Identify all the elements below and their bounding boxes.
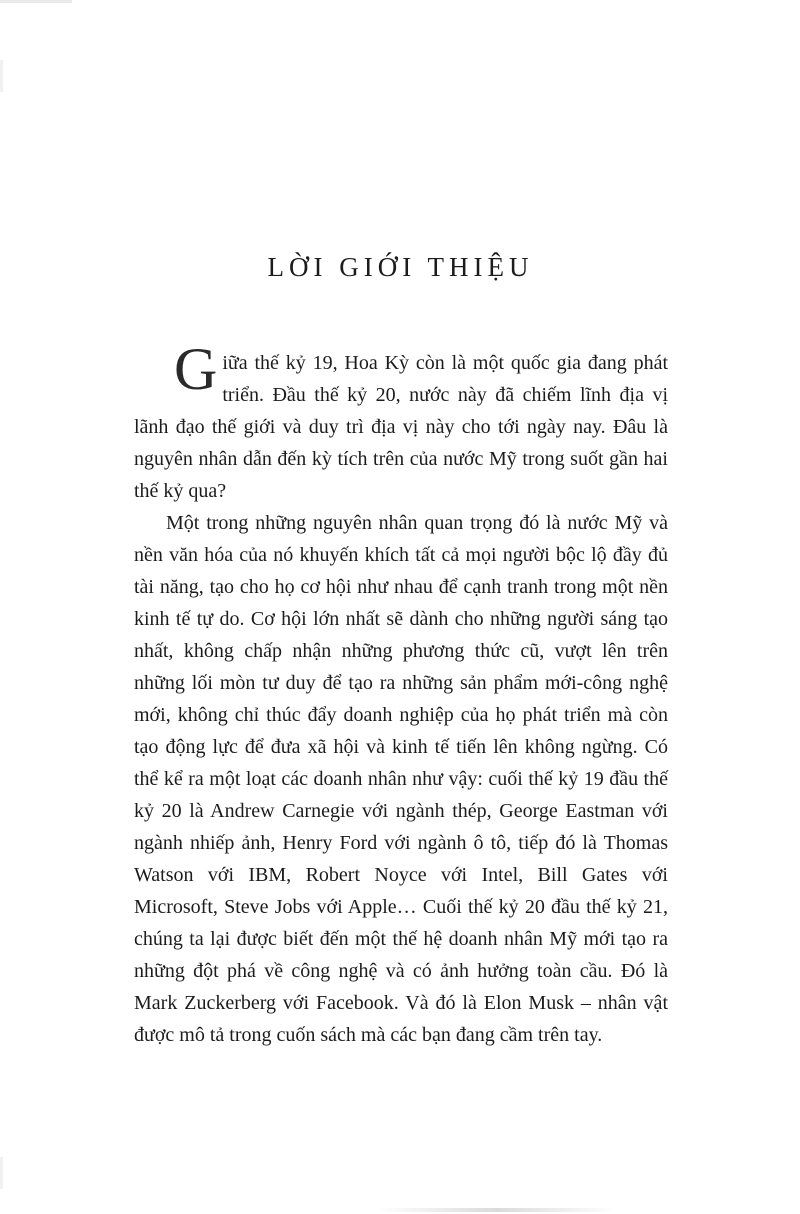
paragraph-main: Một trong những nguyên nhân quan trọng đó là nước Mỹ và nền văn hóa của nó khuyến khích tất cả mọi người bộc lộ đầy đủ tài năng, tạo cho họ cơ hội như nhau để cạnh tranh trong một nền kinh tế tự do. Cơ hội lớn nhất sẽ dành cho những người sáng tạo nhất, không chấp nhận những phương thức cũ, vượt lên trên những lối mòn tư duy để tạo ra những sản phẩm mới-công nghệ mới, không chỉ thúc đẩy doanh nghiệp của họ phát triển mà còn tạo động lực để đưa xã hội và kinh tế tiến lên không ngừng. Có thể kể ra một loạt các doanh nhân như vậy: cuối thế kỷ 19 đầu thế kỷ 20 là Andrew Carnegie với ngành thép, George Eastman với ngành nhiếp ảnh, Henry Ford với ngành ô tô, tiếp đó là Thomas Watson với IBM, Robert Noyce với Intel, Bill Gates với Microsoft, Steve Jobs với Apple… Cuối thế kỷ 20 đầu thế kỷ 21, chúng ta lại được biết đến một thế hệ doanh nhân Mỹ mới tạo ra những đột phá về công nghệ và có ảnh hưởng toàn cầu. Đó là Mark Zuckerberg với Facebook. Và đó là Elon Musk – nhân vật được mô tả trong cuốn sách mà các bạn đang cầm trên tay. [134, 512, 668, 1046]
paragraph-intro-text: iữa thế kỷ 19, Hoa Kỳ còn là một quốc gia đang phát triển. Đầu thế kỷ 20, nước này đã chiếm lĩnh địa vị lãnh đạo thế giới và duy trì địa vị này cho tới ngày nay. Đâu là nguyên nhân dẫn đến kỳ tích trên của nước Mỹ trong suốt gần hai thế kỷ qua? [134, 352, 668, 502]
scan-artifact-bottom-shadow [377, 1208, 617, 1212]
chapter-title: LỜI GIỚI THIỆU [267, 252, 534, 282]
scan-artifact-left-edge-upper [0, 60, 3, 92]
scan-artifact-top-left [0, 0, 72, 3]
body-text [134, 336, 668, 1051]
paragraph-intro [134, 336, 668, 507]
scan-artifact-left-edge-lower [0, 1157, 3, 1189]
drop-cap-letter: G [174, 336, 218, 402]
